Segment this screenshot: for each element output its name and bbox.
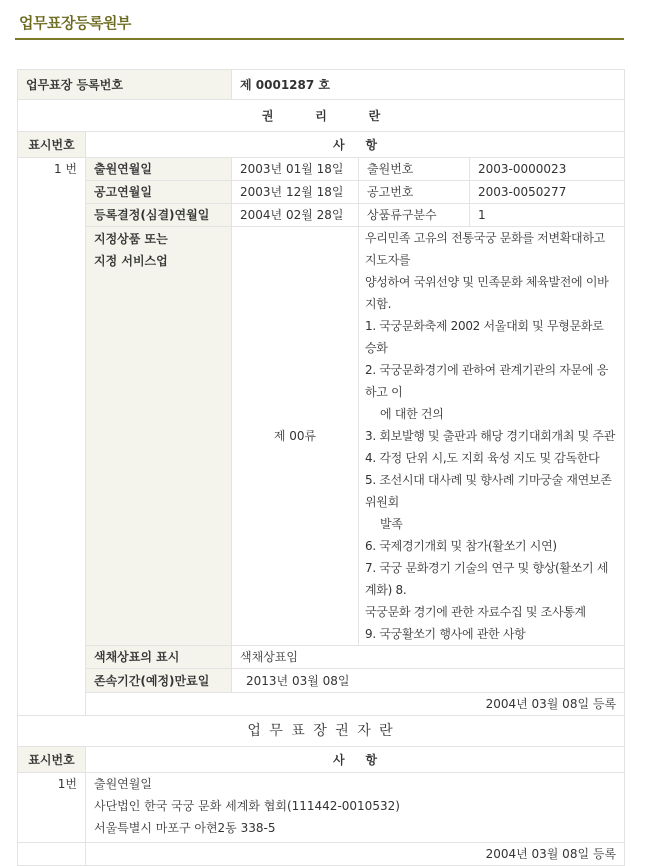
display-no-header: 표시번호 (18, 747, 86, 773)
designated-goods-label (86, 227, 232, 646)
expiry-label: 존속기간(예정)만료일 (86, 669, 232, 693)
designated-label-line-2: 지정 서비스업 (94, 254, 168, 268)
service-line: 양성하여 국위선양 및 민족문화 체육발전에 이바지함. (365, 275, 609, 311)
registration-stamp: 2004년 03월 08일 등록 (86, 693, 625, 716)
service-line: 5. 조선시대 대사례 및 향사례 기마궁술 재연보존위원회 (365, 473, 612, 509)
title-divider (15, 38, 624, 40)
reg-no-value: 제 0001287 호 (232, 70, 625, 100)
pub-no-label: 공고번호 (359, 181, 470, 204)
holder-line: 서울특별시 마포구 아현2동 338-5 (94, 821, 276, 835)
matters-header: 사 항 (86, 747, 625, 773)
designated-label-line-1: 지정상품 또는 (94, 232, 168, 246)
service-line: 6. 국제경기개회 및 참가(활쏘기 시연) (365, 539, 557, 553)
app-no-label: 출원번호 (359, 158, 470, 181)
pub-date-label: 공고연월일 (86, 181, 232, 204)
holder-details (86, 773, 625, 843)
service-line: 3. 회보발행 및 출판과 해당 경기대회개최 및 주관 (365, 429, 616, 443)
service-line: 1. 국궁문화축제 2002 서울대회 및 무형문화로 승화 (365, 319, 604, 355)
service-line: 에 대한 건의 (380, 407, 444, 421)
holder-line: 사단법인 한국 국궁 문화 세계화 협회(111442-0010532) (94, 799, 400, 813)
holder-line: 출원연월일 (94, 777, 152, 791)
service-line: 국궁문화 경기에 관한 자료수집 및 조사통계 (365, 605, 586, 619)
color-mark-value: 색채상표임 (232, 646, 625, 669)
pub-date-value: 2003년 12월 18일 (232, 181, 359, 204)
pub-no-value: 2003-0050277 (470, 181, 625, 204)
class-label: 제 00류 (232, 227, 359, 646)
service-line: 2. 국궁문화경기에 관하여 관계기관의 자문에 응하고 이 (365, 363, 608, 399)
service-line: 7. 국궁 문화경기 기술의 연구 및 향상(활쏘기 세계화) 8. (365, 561, 609, 597)
entry-number: 1 번 (18, 158, 86, 716)
service-line: 4. 각정 단위 시,도 지회 육성 지도 및 감독한다 (365, 451, 600, 465)
holder-entry-number: 1번 (18, 773, 86, 843)
reg-decision-label: 등록결정(심결)연월일 (86, 204, 232, 227)
class-count-value: 1 (470, 204, 625, 227)
services-list (359, 227, 625, 646)
reg-decision-value: 2004년 02월 28일 (232, 204, 359, 227)
class-count-label: 상품류구분수 (359, 204, 470, 227)
service-line: 9. 국궁활쏘기 행사에 관한 사항 (365, 627, 526, 641)
registration-table (17, 69, 625, 866)
holder-section-title: 업 무 표 장 권 자 란 (18, 716, 625, 747)
color-mark-label: 색채상표의 표시 (86, 646, 232, 669)
registration-stamp: 2004년 03월 08일 등록 (86, 843, 625, 866)
rights-section-title: 권 리 란 (18, 100, 625, 132)
reg-no-label: 업무표장 등록번호 (18, 70, 232, 100)
service-line: 우리민족 고유의 전통국궁 문화를 저변확대하고 지도자를 (365, 231, 605, 267)
app-no-value: 2003-0000023 (470, 158, 625, 181)
service-line: 발족 (380, 517, 403, 531)
app-date-value: 2003년 01월 18일 (232, 158, 359, 181)
expiry-value: 2013년 03월 08일 (232, 669, 625, 693)
display-no-header: 표시번호 (18, 132, 86, 158)
matters-header: 사 항 (86, 132, 625, 158)
page-title: 업무표장등록원부 (19, 14, 131, 32)
empty-cell (18, 843, 86, 866)
app-date-label: 출원연월일 (86, 158, 232, 181)
